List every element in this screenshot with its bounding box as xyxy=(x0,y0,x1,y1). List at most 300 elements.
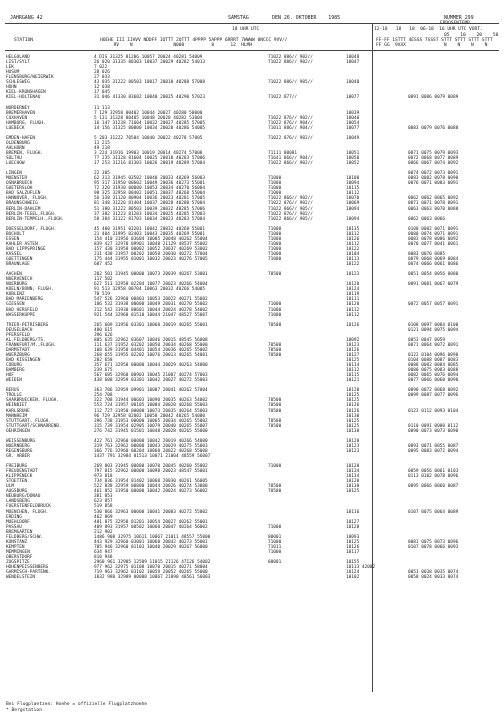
station-pressure-group: 10134 xyxy=(346,469,360,475)
station-weather-groups: 71000 xyxy=(268,302,282,308)
station-observations: 239 675 xyxy=(94,368,113,374)
station-name: ULM xyxy=(6,484,14,490)
codes-header-line1: HOEHE III IIHVV NDDFF 1QTTT 2QTTT 4PPPP 5APPP 6RRRT 7WWWW 8NCCC 9VV// xyxy=(100,38,288,43)
station-weather-groups: 71011 xyxy=(268,544,282,550)
station-soil-temps: 0083 0078 0086 0092 xyxy=(408,236,459,242)
station-weather-groups: 71000 xyxy=(268,549,282,555)
station-pressure-group: 10120 xyxy=(346,438,360,444)
station-weather-groups: 70500 xyxy=(268,322,282,328)
station-observations: 108 639 31950 04401 10054 20036 40265 55002 xyxy=(94,347,208,353)
station-observations: 5 203 31222 70504 10040 20022 40278 57005 xyxy=(94,135,203,141)
station-pressure-group: 10122 xyxy=(346,262,360,268)
station-name: BOCHOLT xyxy=(6,231,25,237)
station-soil-temps: 0080 0075 0083 0088 xyxy=(408,368,459,374)
station-weather-groups: 71022 886// 902// xyxy=(268,55,313,60)
station-name: HOHN xyxy=(6,85,17,91)
station-pressure-group: 10130 xyxy=(346,484,360,490)
station-pressure-group: 10115 xyxy=(346,186,360,192)
station-soil-temps: 0071 0071 0078 0091 xyxy=(408,201,459,207)
station-weather-groups: 71641 866// 904// xyxy=(268,156,313,161)
station-name: DARMSTADT xyxy=(6,347,30,353)
station-pressure-group: 10112 xyxy=(346,191,360,197)
station-observations: 567 685 32960 00903 10045 21007 40274 57003 xyxy=(94,373,208,379)
station-observations: 519 858 xyxy=(94,504,113,510)
station-pressure-group: 10048 xyxy=(346,55,360,60)
station-observations: 17 253 31216 81303 10026 20019 40289 57004 xyxy=(94,161,206,167)
station-soil-temps: 0107 0075 0064 0089 xyxy=(408,509,459,515)
station-soil-temps: 0099 0087 0077 0096 xyxy=(408,393,459,399)
station-weather-groups: 71011 886// 904// xyxy=(268,125,313,131)
station-weather-groups: 71022 886// 905// xyxy=(268,80,313,86)
station-weather-groups: 71000 xyxy=(268,539,282,545)
station-pressure-group: 10114 xyxy=(346,363,360,369)
station-observations: 26 020 31335 80303 10037 20029 40282 54013 xyxy=(94,60,206,66)
station-pressure-group: 10124 xyxy=(346,570,360,576)
station-soil-temps: 0079 0068 0069 0084 xyxy=(408,257,459,262)
station-weather-groups: 71022 876// 902// xyxy=(268,115,313,121)
station-observations: 31 046 41330 83602 10040 20025 40290 57023 xyxy=(94,95,206,101)
station-observations: 381 853 xyxy=(94,494,113,500)
station-observations: 734 836 31954 01402 10060 20030 40261 56005 xyxy=(94,479,208,485)
station-weather-groups: 71000 xyxy=(268,176,282,182)
station-name: KAHLER ASTEN xyxy=(6,241,38,247)
station-name: TRIER-PETRISBERG xyxy=(6,322,49,328)
station-pressure-group: 10135 xyxy=(346,226,360,232)
station-pressure-group: 10054 xyxy=(346,120,360,126)
station-soil-temps: 0077 0066 0060 0090 xyxy=(408,378,459,384)
station-observations: 921 544 32968 01510 10044 21047 48527 55007 xyxy=(94,312,208,318)
station-name: NORDERNEY xyxy=(6,105,30,111)
station-observations: 45 400 31951 03201 10042 20032 40268 55001 xyxy=(94,226,206,232)
header-rule xyxy=(5,23,499,24)
station-observations: 322 708 31944 00603 10090 20035 40263 54002 xyxy=(94,398,208,404)
station-pressure-group: 10102 xyxy=(346,575,360,581)
station-observations: 186 532 31938 00000 10049 20031 40270 55002 xyxy=(94,302,208,308)
station-soil-temps: 0081 0075 0073 0096 xyxy=(408,539,459,545)
station-name: KIEL-HOLTENAU xyxy=(6,95,41,101)
station-soil-temps: 0053 0047 0059 xyxy=(408,337,446,343)
station-weather-groups: 80001 xyxy=(268,560,282,565)
issue-number: NUMMER 299 xyxy=(444,15,474,21)
station-observations: 254 708 xyxy=(94,393,113,399)
station-name: KEMPTEN xyxy=(6,544,25,550)
station-observations: 111 637 31952 03202 10050 20034 40268 55000 xyxy=(94,342,208,348)
station-soil-temps: 0071 0064 0072 0091 xyxy=(408,342,459,348)
station-name: DEUSELBACH xyxy=(6,327,33,333)
station-name: KIEL-KRONSHAGEN xyxy=(6,90,46,96)
station-observations: 265 609 31956 03301 10068 20019 40265 55001 xyxy=(94,322,208,328)
station-pressure-group: 10093 xyxy=(346,534,360,540)
station-name: FELDBERG/SCHW. xyxy=(6,534,44,540)
footnote-mountain: * Bergstation xyxy=(6,708,42,713)
station-pressure-group: 10130 xyxy=(346,428,360,434)
station-observations: 175 444 31955 01001 10032 20023 40276 57005 xyxy=(94,257,208,262)
station-pressure-group: 10155 xyxy=(346,560,360,565)
station-observations: 480 615 xyxy=(94,327,113,333)
station-name: BAD LIPPSPRINGE xyxy=(6,246,46,252)
station-observations: 62 313 31945 03502 10040 20033 40269 56003 xyxy=(94,176,206,182)
station-observations: 112 727 31950 00000 10073 20035 40264 55003 xyxy=(94,408,208,414)
station-pressure-group: 10120 xyxy=(346,282,360,288)
station-soil-temps: 0108 0097 0084 0100 xyxy=(408,322,459,328)
station-soil-temps: 0122 0104 0096 0090 xyxy=(408,352,459,358)
station-name: PFERSFELD xyxy=(6,332,30,338)
station-pressure-group: 10125 xyxy=(346,418,360,424)
station-name: OSNABRUECK xyxy=(6,181,33,187)
station-soil-temps: 0091 0081 0067 0079 xyxy=(408,282,459,288)
station-observations: 7 129 32958 00402 10044 20027 40280 50000 xyxy=(94,110,203,116)
station-soil-temps: 0091 0086 0079 0089 xyxy=(408,95,459,101)
station-name: ESSEN xyxy=(6,236,20,242)
station-observations: 231 438 31957 00202 10058 20030 40272 57004 xyxy=(94,251,208,257)
station-pressure-group: 10040 xyxy=(346,115,360,121)
station-weather-groups: 70500 xyxy=(268,342,282,348)
station-weather-groups: 70500 xyxy=(268,423,282,429)
station-name: GARMISCH-PARTENK. xyxy=(6,570,51,576)
station-name: OEHRINGEN xyxy=(6,428,30,434)
station-observations: 27 033 xyxy=(94,75,110,81)
station-name: BERLIN-TEGEL,FLUGH. xyxy=(6,211,57,217)
station-weather-groups: 70500 xyxy=(268,398,282,404)
station-pressure-group: 10125 xyxy=(346,539,360,545)
station-observations: 70 519 xyxy=(94,292,110,298)
station-name: DUESSELDORF, FLUGH. xyxy=(6,226,57,232)
station-pressure-group: 10112 xyxy=(346,241,360,247)
station-pressure-group: 10125 xyxy=(346,398,360,404)
station-observations: 443 929 32960 03001 10060 20042 40273 55001 xyxy=(94,539,208,545)
station-observations: 212 542 31930 00601 10044 20024 40278 54002 xyxy=(94,307,208,313)
station-name: STUTTGART, FLUGH. xyxy=(6,418,51,424)
station-observations: 461 852 31950 00000 10042 20024 40273 56002 xyxy=(94,489,208,495)
station-observations: 91 513 32958 00704 10063 20032 40266 54005 xyxy=(94,287,206,293)
station-name: FLENSBURG/WEIERWIK xyxy=(6,75,54,81)
station-weather-groups: 70500 xyxy=(268,408,282,414)
station-pressure-group: 10124 xyxy=(346,287,360,293)
station-observations: 5 131 31328 80405 10048 20028 40282 53004 xyxy=(94,115,203,121)
station-observations: 409 893 31957 00502 10060 20047 40264 56002 xyxy=(94,524,208,530)
station-pressure-group: 10070 xyxy=(346,196,360,202)
station-observations: 719 963 32962 03102 10059 20052 40265 55000 xyxy=(94,570,208,576)
station-pressure-group: 10120 xyxy=(346,479,360,485)
station-soil-temps: 0100 0082 0071 0091 xyxy=(408,226,459,232)
station-name: BERLIN-DAHLEM xyxy=(6,206,41,212)
station-weather-groups: 71022 866// 902// xyxy=(268,196,313,202)
station-name: NEUBURG/DONAU xyxy=(6,494,41,500)
station-name: MANNHEIM xyxy=(6,413,28,419)
station-name: FRANKFURT/M.,FLUGH. xyxy=(6,342,57,348)
station-name: BREMEN, FLUGH. xyxy=(6,150,44,156)
station-name: BERLIN-TEMPELH.,FLUGH. xyxy=(6,216,65,222)
station-pressure-group: 10040 xyxy=(346,80,360,86)
station-observations: 705 946 32960 01103 10040 20029 40267 56000 xyxy=(94,544,208,550)
station-pressure-group: 10127 xyxy=(346,519,360,525)
station-pressure-group: 10112 xyxy=(346,307,360,313)
station-pressure-group: 10112 xyxy=(346,231,360,237)
station-weather-groups: 71022 866// 905// xyxy=(268,206,313,212)
station-observations: 7 022 xyxy=(94,65,108,71)
station-observations: 95 317 31950 00602 10049 20036 40273 55001 xyxy=(94,181,206,187)
station-name: BAD KISSINGEN xyxy=(6,358,41,363)
station-soil-temps: 0074 0066 0061 0086 xyxy=(408,262,459,268)
station-soil-temps: 0093 0071 0055 0087 xyxy=(408,443,459,449)
station-observations: 553 724 31957 00105 10084 20020 40268 55003 xyxy=(94,403,208,409)
station-pressure-group: 10108 xyxy=(346,176,360,182)
station-soil-temps: 0080 0074 0071 0091 xyxy=(408,231,459,237)
station-weather-groups: 70500 xyxy=(268,489,282,495)
station-row xyxy=(6,575,498,580)
station-name: HUSUM xyxy=(6,70,20,76)
station-observations: 319 763 32962 00000 10043 20029 40275 55003 xyxy=(94,443,208,449)
station-observations: 438 688 32959 03301 10042 20027 40272 55003 xyxy=(94,378,208,384)
station-name: BAD HERSFELD xyxy=(6,307,38,313)
station-name: REGENSBURG xyxy=(6,448,33,454)
station-soil-temps: 0059 0056 0061 0103 xyxy=(408,469,459,475)
station-name: FREUDENSTADT xyxy=(6,469,38,475)
station-name: KLIPPENECK xyxy=(6,474,33,480)
station-name: AUGSBURG xyxy=(6,489,28,495)
station-weather-groups: 71000 xyxy=(268,464,282,470)
station-pressure-group: 10123 xyxy=(346,342,360,348)
station-name: GR. ARBER xyxy=(6,453,30,459)
station-name: WUERZBURG xyxy=(6,352,30,358)
station-observations: 810 948 xyxy=(94,554,113,560)
station-observations: 839 427 32970 09901 10048 21129 48537 55002 xyxy=(94,241,208,247)
station-pressure-group: 10134 xyxy=(346,474,360,480)
station-pressure-group: 10121 xyxy=(346,378,360,384)
station-pressure-group: 10094 xyxy=(346,206,360,212)
station-pressure-group: 10128 xyxy=(346,524,360,530)
right-codes-header-line2: FF GG 9XXX N N N N xyxy=(376,43,488,48)
station-observations: 14 156 31325 80000 10034 20020 40286 54005 xyxy=(94,125,206,131)
station-name: BAD SALZUFLEN xyxy=(6,191,41,197)
station-pressure-group: 10125 xyxy=(346,358,360,363)
station-pressure-group: 10120 xyxy=(346,302,360,308)
station-observations: 117 502 xyxy=(94,277,113,283)
station-name: KOELN/BONN, FLUGH. xyxy=(6,287,54,293)
station-observations: 202 501 31945 00000 10073 20039 40267 53001 xyxy=(94,272,208,278)
station-observations: 2960 961 32985 12509 11015 21126 47126 54002 xyxy=(94,560,211,565)
station-soil-temps: 0051 0054 0056 0080 xyxy=(408,272,459,278)
station-pressure-group: 10077 xyxy=(346,95,360,101)
station-soil-temps: 0058 0024 0033 0074 xyxy=(408,575,459,581)
station-pressure-group: 10117 xyxy=(346,549,360,555)
station-pressure-group: 10092 xyxy=(346,337,360,343)
station-observations: 530 866 32963 00000 10041 20003 40272 55002 xyxy=(94,509,208,515)
station-observations: 627 513 32958 02204 10077 20023 40266 54004 xyxy=(94,282,208,288)
station-name: GUETERSLOH xyxy=(6,186,33,192)
station-weather-groups: 71022 866// 902// xyxy=(268,161,313,167)
station-soil-temps: 0083 0070 0085 xyxy=(408,251,446,257)
station-observations: 401 875 32958 01201 10054 20027 40262 55001 xyxy=(94,519,208,525)
station-pressure-group: 10125 xyxy=(346,423,360,429)
station-soil-temps: 0074 0072 0073 0091 xyxy=(408,171,459,177)
station-weather-groups: 70500 xyxy=(268,403,282,409)
station-pressure-group: 10112 xyxy=(346,368,360,374)
station-name: NUERBURG xyxy=(6,282,28,288)
station-soil-temps: 0076 0071 0083 0091 xyxy=(408,181,459,187)
station-name: MUENCHEN, FLUGH. xyxy=(6,509,49,515)
station-pressure-group: 10049 xyxy=(346,135,360,141)
station-name: HOHENPEISSENBERG xyxy=(6,565,49,571)
station-name: MEMMINGEN xyxy=(6,549,30,555)
station-observations: 98 325 32958 00402 10051 20037 40268 55004 xyxy=(94,191,206,197)
station-pressure-group: 10123 xyxy=(346,443,360,449)
station-name: STOETTEN xyxy=(6,479,28,485)
station-observations: 547 526 32960 00803 10053 20022 40271 55002 xyxy=(94,297,208,303)
station-name: EMDEN-HAFEN xyxy=(6,135,36,141)
station-soil-temps: 0083 0082 0078 0090 xyxy=(408,176,459,182)
station-pressure-group: 10115 xyxy=(346,373,360,379)
station-pressure-group: 10120 xyxy=(346,388,360,394)
station-weather-groups: 71000 xyxy=(268,246,282,252)
station-soil-temps: 0062 0062 0065 0092 xyxy=(408,196,459,202)
station-pressure-group: 10077 xyxy=(346,125,360,131)
station-weather-groups: 70500 xyxy=(268,352,282,358)
station-name: WEIDEN xyxy=(6,378,22,384)
station-observations: 4 DIS 31325 81206 10057 20024 40281 54009 xyxy=(94,55,203,60)
station-pressure-group: 10051 xyxy=(346,150,360,156)
station-name: WASSERKUPPE xyxy=(6,312,36,318)
station-pressure-group: 10125 xyxy=(346,489,360,495)
station-weather-groups: 71022 876// 902// xyxy=(268,135,313,141)
station-pressure-group: 10116 xyxy=(346,509,360,515)
station-observations: 96 729 32958 02002 10058 20042 40265 54000 xyxy=(94,413,206,419)
station-name: ERDING xyxy=(6,514,22,520)
station-name: GIESSEN xyxy=(6,302,25,308)
station-observations: 72 320 31930 00000 10053 20034 40270 56004 xyxy=(94,186,206,192)
station-soil-temps: 0066 0067 0074 0092 xyxy=(408,161,459,167)
station-soil-temps: 0070 0077 0041 0061 xyxy=(408,241,459,247)
station-weather-groups: 71022 876// 902// xyxy=(268,211,313,217)
station-name: SAARBRUECKEN, FLUGH. xyxy=(6,398,59,404)
station-weather-groups: 71022 876// 902// xyxy=(268,201,313,207)
station-name: LEK xyxy=(6,65,14,71)
station-name: OBERSTDORF xyxy=(6,554,33,560)
station-name: WEISSENBURG xyxy=(6,438,36,444)
station-weather-groups: 71022 886// 902// xyxy=(268,60,313,66)
station-name: GOETTINGEN xyxy=(6,257,33,262)
station-observations: 3 224 31916 19903 10019 20014 40274 57008 xyxy=(94,150,203,156)
station-soil-temps: 0063 0063 0070 0088 xyxy=(408,206,459,212)
station-pressure-group: 10039 xyxy=(346,110,360,116)
station-name: LUECHOW xyxy=(6,161,25,167)
station-pressure-group: 10126 xyxy=(346,403,360,409)
station-pressure-group: 10094 xyxy=(346,181,360,187)
station-pressure-group: 10126 xyxy=(346,347,360,353)
station-soil-temps: 0072 0068 0077 0089 xyxy=(408,156,459,161)
station-observations: 276 742 31945 01501 10048 20028 40265 55000 xyxy=(94,428,208,434)
station-name: AACHEN xyxy=(6,272,22,278)
station-observations: 977 962 32975 01108 10070 20015 40271 58004 xyxy=(94,565,208,571)
station-weather-groups: 71022 866// 905// xyxy=(268,216,313,222)
station-name: LINGEN xyxy=(6,171,22,177)
station-observations: 282 658 xyxy=(94,358,113,363)
station-name: HELGOLAND xyxy=(6,55,30,60)
station-name: PASSAU xyxy=(6,524,22,530)
station-name: WENDELSTEIN xyxy=(6,575,36,581)
station-soil-temps: 0090 0073 0073 0090 xyxy=(408,428,459,434)
station-soil-temps: 0083 0079 0076 0088 xyxy=(408,125,459,131)
station-weather-groups: 71000 xyxy=(268,236,282,242)
station-weather-groups: 71022 877// xyxy=(268,95,298,101)
station-pressure-group: 10123 xyxy=(346,272,360,278)
station-soil-temps: 0095 0083 0072 0094 xyxy=(408,448,459,454)
station-name: COBURG xyxy=(6,363,22,369)
volume-label: JAHRGANG 42 xyxy=(10,15,43,21)
station-name: KONSTANZ xyxy=(6,539,28,545)
station-soil-temps: 0113 0102 0078 0096 xyxy=(408,474,459,480)
station-observations: 315 739 31954 02905 10079 20040 40265 55007 xyxy=(94,423,208,429)
station-name: HAMBURG, FLUGH. xyxy=(6,120,46,126)
station-observations: 50 384 31122 81703 10034 20023 40283 57004 xyxy=(94,216,206,222)
station-name: NOERVENICH xyxy=(6,277,33,283)
station-weather-groups: 70500 xyxy=(268,418,282,424)
station-observations: 268 655 31955 02202 10076 20013 40265 54001 xyxy=(94,352,208,358)
station-weather-groups: 70500 xyxy=(268,347,282,353)
station-pressure-group: 10119 xyxy=(346,292,360,298)
station-soil-temps: 0082 0065 0076 0094 xyxy=(408,373,459,379)
station-name: BRAUNSCHWEIG xyxy=(6,201,38,207)
station-name: BRAUNLAGE xyxy=(6,262,30,268)
station-observations: 363 706 32959 09901 10087 20041 40262 57004 xyxy=(94,388,208,394)
station-pressure-group: 10050 xyxy=(346,156,360,161)
station-pressure-group: 10104 xyxy=(346,251,360,257)
station-observations: 1437 791 32984 01513 10071 21004 48559 56007 xyxy=(94,453,211,459)
station-observations: 973 818 xyxy=(94,474,113,480)
station-weather-groups: 71000 xyxy=(268,524,282,530)
station-pressure-group: 10125 xyxy=(346,393,360,399)
station-weather-groups: 71000 xyxy=(268,312,282,318)
station-pressure-group: 10126 xyxy=(346,236,360,242)
station-observations: 51 380 31222 80503 10039 20032 40285 57006 xyxy=(94,206,206,212)
station-name: WEINBIET xyxy=(6,403,28,409)
station-observations: 17 045 xyxy=(94,90,110,96)
station-pressure-group: 10127 xyxy=(346,352,360,358)
station-pressure-group: 10123 xyxy=(346,448,360,454)
station-name: ZUGSPITZE xyxy=(6,560,30,565)
station-name: CUXHAVEN xyxy=(6,115,28,121)
station-name: BERUS xyxy=(6,388,20,394)
station-soil-temps: 0088 0082 0084 0085 xyxy=(408,363,459,369)
station-observations: 522 838 32959 00000 10044 20026 40274 53000 xyxy=(94,484,208,490)
station-name: HOF xyxy=(6,373,14,379)
station-pressure-group: 10069 xyxy=(346,201,360,207)
station-weather-groups: 71111 80001 xyxy=(268,150,298,156)
station-soil-temps: 0104 0088 0087 0083 xyxy=(408,358,459,363)
station-name: FUERSTENFELDBRUCK xyxy=(6,504,51,510)
station-pressure-group: 10094 xyxy=(346,216,360,222)
station-observations: 16 147 31238 71604 10032 20027 40285 57005 xyxy=(94,120,206,126)
station-name: BREMGARTEN xyxy=(6,529,33,535)
station-weather-groups: 70500 xyxy=(268,484,282,490)
station-observations: 634 947 xyxy=(94,549,113,555)
station-pressure-group: 10113 42002 xyxy=(346,565,376,571)
station-observations: 357 671 32958 00000 10044 20029 40263 54000 xyxy=(94,363,208,369)
weekday-label: SAMSTAG xyxy=(228,15,249,21)
station-observations: 623 857 xyxy=(94,499,113,505)
station-observations: 49 218 xyxy=(94,145,110,151)
station-weather-groups: 71000 xyxy=(268,241,282,247)
station-observations: 56 338 31120 80904 10036 20023 40281 57005 xyxy=(94,196,206,202)
station-observations: 21 404 31995 02403 10043 20035 40269 55001 xyxy=(94,231,206,237)
station-weather-groups: 71000 xyxy=(268,231,282,237)
station-pressure-group: 10128 xyxy=(346,464,360,470)
station-name: OLDENBURG xyxy=(6,140,30,146)
station-observations: 366 776 32960 00204 10060 20022 40268 55000 xyxy=(94,448,208,454)
station-name: STUTTGART/SCHNARRENB. xyxy=(6,423,62,429)
station-observations: 607 452 xyxy=(94,262,113,268)
station-pressure-group: 10126 xyxy=(346,544,360,550)
